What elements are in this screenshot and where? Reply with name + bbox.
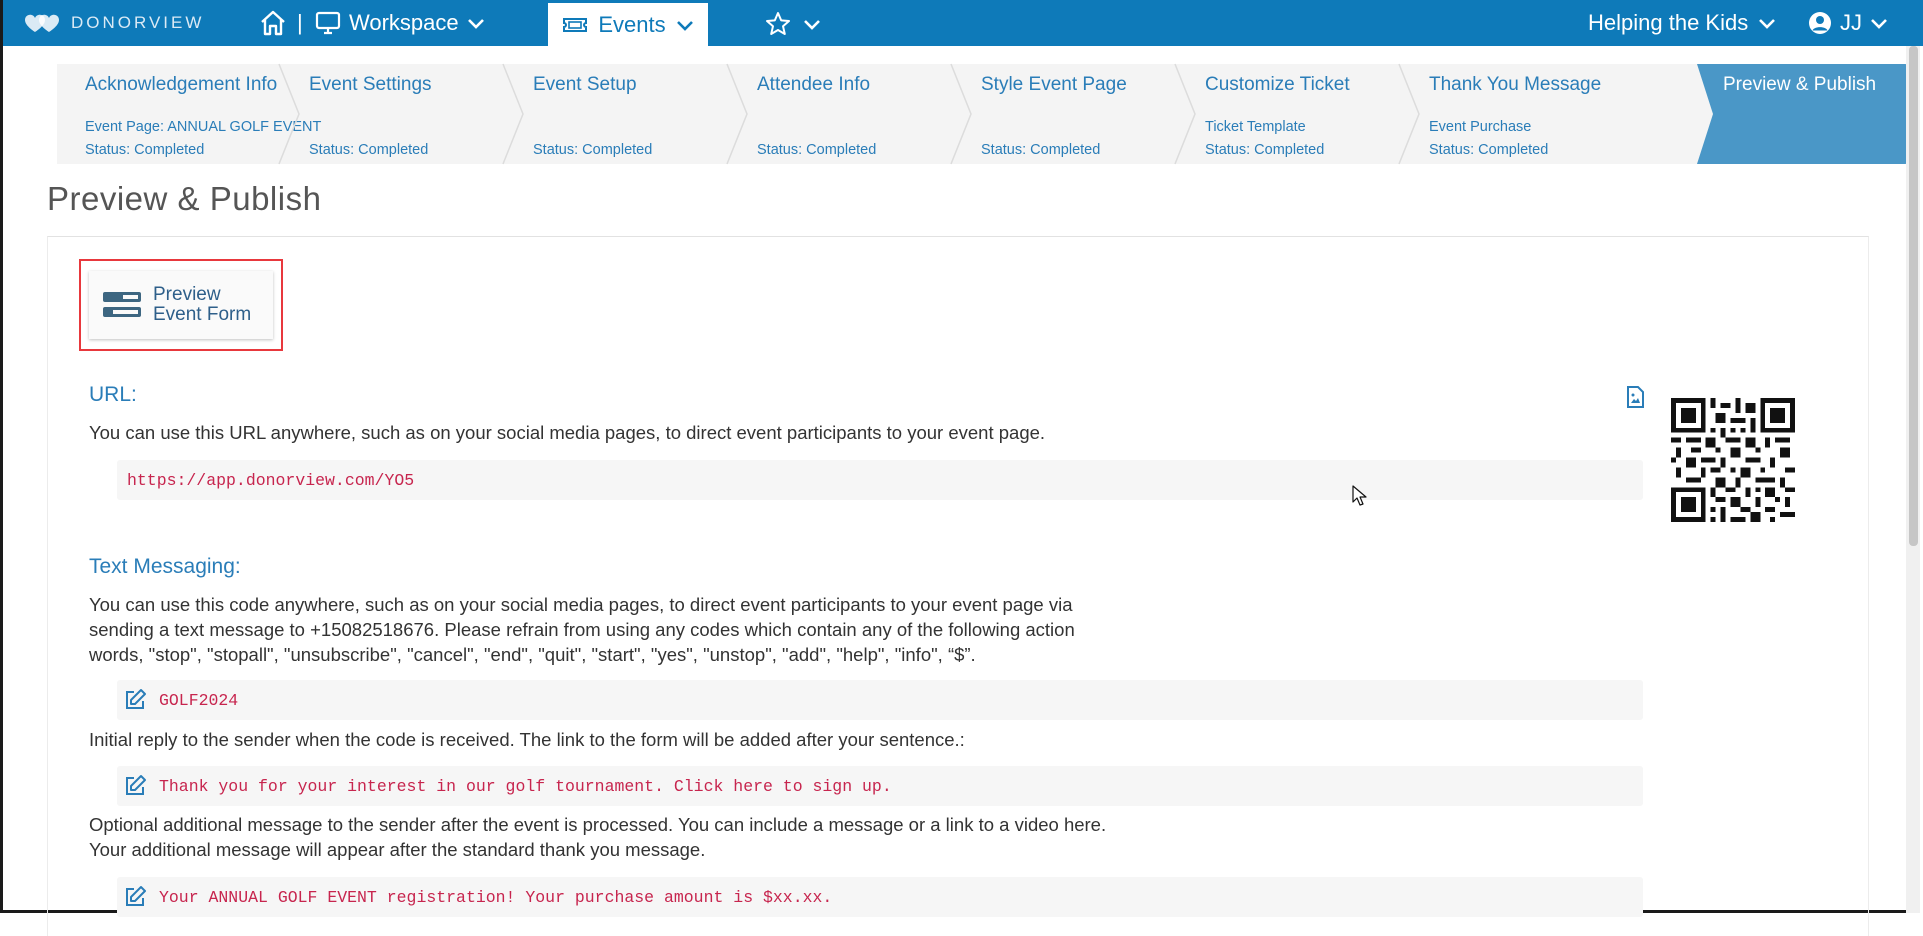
- workspace-menu[interactable]: [315, 8, 485, 38]
- chevron-down-icon: [803, 18, 821, 30]
- text-messaging-title: Text Messaging:: [89, 555, 241, 578]
- step-customize-ticket[interactable]: [1177, 64, 1401, 164]
- step-status: Status: Completed: [85, 142, 205, 158]
- chevron-down-icon: [676, 19, 694, 31]
- wizard-steps: [57, 64, 1877, 164]
- home-button[interactable]: [259, 10, 287, 36]
- scrollbar-thumb[interactable]: [1909, 46, 1918, 546]
- events-menu[interactable]: [548, 3, 708, 46]
- favorites-menu[interactable]: [765, 10, 821, 38]
- image-file-icon[interactable]: [1625, 386, 1645, 408]
- initial-reply-label: Initial reply to the sender when the code is received. The link to the form will be added after your sentence.:: [89, 729, 965, 750]
- additional-message-label: Optional additional message to the sender after the event is processed. You can include a message or a link to a video here. Your additional message will appear after the standard thank you message.: [89, 814, 1107, 860]
- qr-code-icon: [1671, 398, 1795, 522]
- step-title: Thank You Message: [1429, 74, 1602, 95]
- step-status: Status: Completed: [981, 142, 1101, 158]
- url-box[interactable]: [117, 460, 1643, 500]
- step-thank-you-message[interactable]: [1401, 64, 1625, 164]
- initial-reply-text: Thank you for your interest in our golf tournament. Click here to sign up.: [159, 776, 892, 796]
- chevron-down-icon: [1758, 17, 1776, 29]
- initial-reply-box[interactable]: [117, 766, 1643, 806]
- brand-name: DONORVIEW: [71, 13, 205, 32]
- step-status: Status: Completed: [533, 142, 653, 158]
- chevron-down-icon: [467, 17, 485, 29]
- step-status: Status: Completed: [757, 142, 877, 158]
- preview-label-line2: Event Form: [153, 304, 252, 325]
- text-code-value: GOLF2024: [159, 690, 239, 710]
- event-url[interactable]: https://app.donorview.com/YO5: [127, 470, 415, 490]
- step-detail: Ticket Template: [1205, 119, 1306, 135]
- step-status: Status: Completed: [309, 142, 429, 158]
- step-title: Attendee Info: [757, 74, 871, 95]
- text-code-box[interactable]: [117, 680, 1643, 720]
- ticket-icon: [562, 16, 588, 34]
- preview-event-form-button[interactable]: [89, 271, 273, 339]
- step-title: Style Event Page: [981, 74, 1127, 95]
- step-title: Event Setup: [533, 74, 637, 95]
- organization-label: Helping the Kids: [1588, 10, 1749, 35]
- step-status: Status: Completed: [1205, 142, 1325, 158]
- step-title: Preview & Publish: [1723, 74, 1877, 95]
- vertical-scrollbar[interactable]: [1906, 46, 1920, 913]
- monitor-icon: [315, 11, 341, 35]
- organization-menu[interactable]: [1588, 8, 1776, 38]
- step-event-settings[interactable]: [281, 64, 505, 164]
- url-description: You can use this URL anywhere, such as on your social media pages, to direct event participants to your event page.: [89, 422, 1046, 443]
- edit-icon[interactable]: [123, 774, 147, 798]
- step-status: Status: Completed: [1429, 142, 1549, 158]
- preview-button-label: [153, 285, 251, 325]
- form-icon: [103, 290, 141, 320]
- nav-separator: |: [297, 10, 303, 35]
- step-title: Customize Ticket: [1205, 74, 1350, 95]
- step-style-event-page[interactable]: [953, 64, 1177, 164]
- home-icon: [259, 10, 287, 36]
- step-attendee-info[interactable]: [729, 64, 953, 164]
- user-circle-icon: [1808, 11, 1832, 35]
- url-section-title: URL:: [89, 383, 137, 406]
- user-initials: JJ: [1840, 10, 1862, 35]
- additional-message-box[interactable]: [117, 877, 1643, 917]
- step-preview-publish[interactable]: [1697, 64, 1909, 164]
- events-label: Events: [598, 11, 666, 37]
- step-acknowledgement-info[interactable]: [57, 64, 322, 164]
- workspace-label: Workspace: [349, 10, 459, 35]
- mouse-cursor-icon: [1352, 485, 1368, 507]
- top-navigation-bar: [3, 0, 1923, 46]
- star-icon: [765, 11, 791, 37]
- text-messaging-description: You can use this code anywhere, such as on your social media pages, to direct event participants to your event page via sending a text message to +15082518676. Please refrain from using any codes which contain any of the following action words, "stop", "stopall", "unsubscribe", "cancel", "end", "quit", "start", "yes", "unstop", "add", "help", "info", “$”.: [89, 594, 1075, 665]
- edit-icon[interactable]: [123, 688, 147, 712]
- preview-label-line1: Preview: [153, 284, 221, 305]
- logo-icon: [21, 12, 63, 34]
- step-detail: Event Page: ANNUAL GOLF EVENT: [85, 119, 322, 135]
- step-title: Event Settings: [309, 74, 432, 95]
- step-event-setup[interactable]: [505, 64, 729, 164]
- edit-icon[interactable]: [123, 885, 147, 909]
- step-title: Acknowledgement Info: [85, 74, 278, 95]
- user-menu[interactable]: [1808, 8, 1888, 38]
- additional-message-text: Your ANNUAL GOLF EVENT registration! Your purchase amount is $xx.xx.: [159, 887, 833, 907]
- chevron-down-icon: [1870, 17, 1888, 29]
- page-title: Preview & Publish: [47, 180, 322, 217]
- brand-logo[interactable]: [21, 11, 204, 35]
- step-detail: Event Purchase: [1429, 119, 1532, 135]
- preview-highlight: [79, 259, 283, 351]
